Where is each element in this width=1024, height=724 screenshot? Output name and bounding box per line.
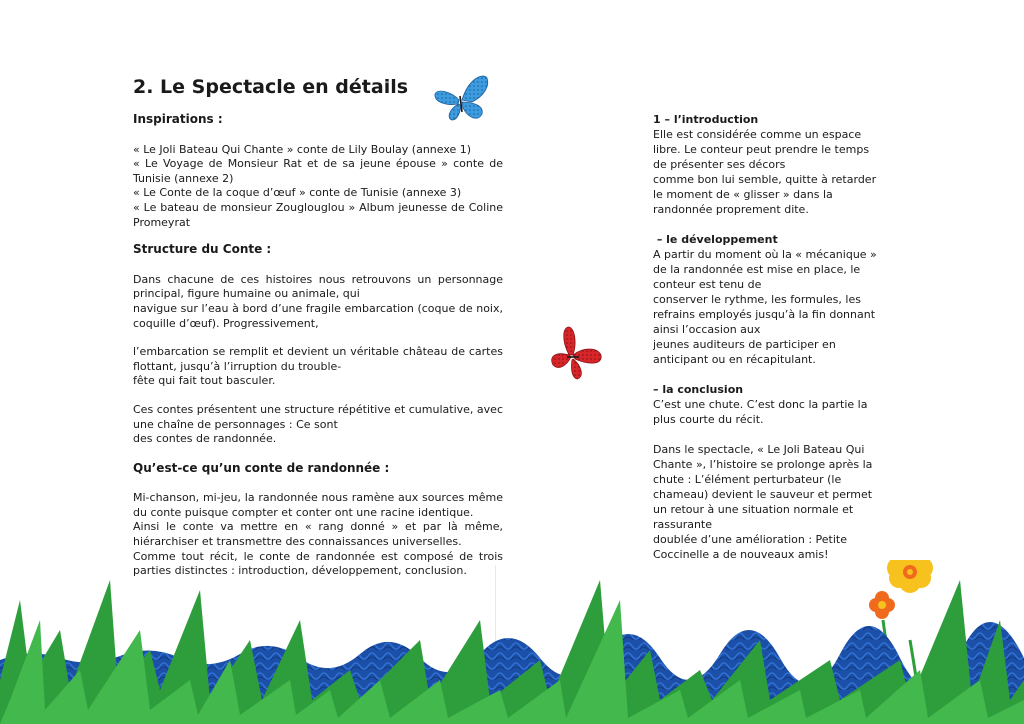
inspiration-item-cont: Tunisie (annexe 2) — [133, 171, 234, 185]
structure-paragraph: Dans chacune de ces histoires nous retrouvons un personnage principal, figure humaine ou animale, qui navigue sur l’eau à bord d’une fragile embarcation (coque de noix, coquille d’œuf). Progressivement, — [133, 272, 503, 330]
structure-paragraph: Ces contes présentent une structure répétitive et cumulative, avec une chaîne de personnages : Ce sont des contes de randonnée. — [133, 402, 503, 446]
conclusion-heading: – la conclusion — [653, 383, 744, 396]
grass-water-decoration — [0, 560, 1024, 724]
dev-heading: – le développement — [653, 233, 778, 246]
spectacle-paragraph: Dans le spectacle, « Le Joli Bateau Qui Chante », l’histoire se prolonge après la chute : L’élément perturbateur (le chameau) devient le sauveur et permet un retour à une situation normale et rassurante doublée d’une amélioration : Petite Coccinelle a de nouveaux amis! — [653, 443, 873, 561]
intro-paragraph: Elle est considérée comme un espace libre. Le conteur peut prendre le temps de présenter ses décors comme bon lui semble, quitte à retarder le moment de « glisser » dans la randonnée proprement dite. — [653, 128, 877, 216]
inspiration-item: « Le Voyage de Monsieur Rat et de sa jeune épouse » conte de — [133, 157, 503, 171]
yellow-flower-icon — [887, 560, 933, 593]
right-column — [653, 112, 881, 577]
structure-paragraph: l’embarcation se remplit et devient un véritable château de cartes flottant, jusqu’à l’irruption du trouble- fête qui fait tout basculer. — [133, 345, 503, 388]
inspiration-item-cont: Promeyrat — [133, 215, 191, 229]
inspirations-heading: Inspirations : — [133, 112, 223, 126]
inspirations-list — [133, 143, 503, 231]
dev-paragraph: A partir du moment où la « mécanique » de la randonnée est mise en place, le conteur est tenu de conserver le rythme, les formules, les refrains employés jusqu’à la fin donnant ainsi l’occasion aux jeunes auditeurs de participer en anticipant ou en récapitulant. — [653, 248, 877, 366]
conclusion-paragraph: C’est une chute. C’est donc la partie la plus courte du récit. — [653, 398, 868, 426]
inspiration-item: « Le bateau de monsieur Zouglouglou » Album jeunesse de Coline — [133, 200, 503, 214]
left-column — [133, 112, 503, 593]
inspiration-item: « Le Conte de la coque d’œuf » conte de Tunisie (annexe 3) — [133, 186, 462, 200]
structure-heading: Structure du Conte : — [133, 242, 272, 257]
page-title: 2. Le Spectacle en détails — [133, 76, 409, 98]
red-butterfly-icon — [549, 325, 605, 381]
intro-heading: 1 – l’introduction — [653, 113, 759, 126]
randonnee-heading: Qu’est-ce qu’un conte de randonnée : — [133, 460, 390, 475]
randonnee-paragraph: Mi-chanson, mi-jeu, la randonnée nous ramène aux sources même du conte puisque compter et conter ont une racine identique. Ainsi le conte va mettre en « rang donné » et par là même, hiérarchiser et transmettre des connaissances universelles. Comme tout récit, le conte de randonnée est composé de trois parties distinctes : introduction, développement, conclusion. — [133, 491, 503, 578]
inspiration-item: « Le Joli Bateau Qui Chante » conte de Lily Boulay (annexe 1) — [133, 142, 472, 156]
orange-flower-icon — [869, 591, 895, 619]
